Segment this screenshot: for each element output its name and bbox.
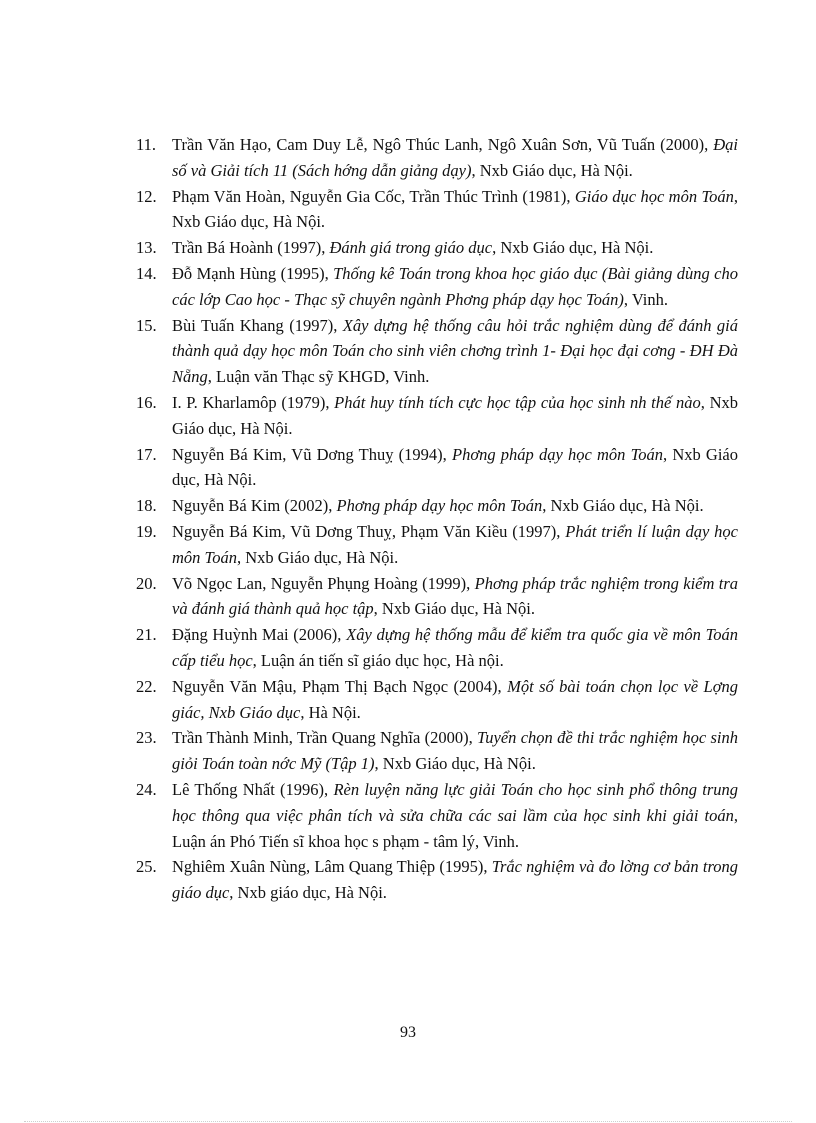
page-bottom-divider: [24, 1121, 792, 1122]
reference-publisher: , Luận án Phó Tiến sĩ khoa học s phạm - tâm lý, Vinh.: [172, 805, 738, 851]
reference-authors: Nghiêm Xuân Nùng, Lâm Quang Thiệp (1995),: [172, 857, 492, 877]
reference-number: 11.: [136, 135, 157, 154]
reference-title: Phơng pháp trắc nghiệm trong kiểm tra và đánh giá thành quả học tập: [172, 573, 738, 619]
reference-title: Trắc nghiệm và đo lờng cơ bản trong giáo dục: [172, 857, 738, 903]
reference-authors: Trần Bá Hoành (1997),: [172, 238, 330, 258]
reference-item: [136, 261, 738, 313]
reference-number: 15.: [136, 315, 157, 335]
reference-authors: Lê Thống Nhất (1996),: [172, 779, 334, 799]
reference-title: Phát triển lí luận dạy học môn Toán: [172, 521, 738, 567]
reference-publisher: , Hà Nội.: [300, 702, 361, 722]
reference-publisher: , Luận văn Thạc sỹ KHGD, Vinh.: [207, 367, 430, 387]
reference-list: [136, 132, 738, 906]
reference-item: [136, 725, 738, 777]
reference-number: 20.: [136, 573, 157, 593]
reference-publisher: , Nxb Giáo dục, Hà Nội.: [471, 160, 633, 180]
reference-item: [136, 519, 738, 571]
reference-title: Thống kê Toán trong khoa học giáo dục (Bài giảng dùng cho các lớp Cao học - Thạc sỹ chuyên ngành Phơng pháp dạy học Toán): [172, 263, 738, 309]
reference-item: [136, 674, 738, 726]
reference-publisher: , Nxb Giáo dục, Hà Nội.: [236, 547, 399, 567]
reference-title: Xây dựng hệ thống mẫu để kiểm tra quốc gia về môn Toán cấp tiểu học: [172, 625, 738, 670]
reference-item: [136, 390, 738, 442]
reference-authors: Trần Văn Hạo, Cam Duy Lễ, Ngô Thúc Lanh, Ngô Xuân Sơn, Vũ Tuấn (2000),: [172, 135, 714, 154]
reference-number: 21.: [136, 625, 157, 645]
reference-authors: Nguyễn Bá Kim, Vũ Dơng Thuỵ, Phạm Văn Kiều (1997),: [172, 521, 566, 541]
reference-number: 18.: [136, 496, 157, 516]
reference-publisher: , Nxb Giáo dục, Hà Nội.: [542, 496, 704, 516]
reference-publisher: , Nxb Giáo dục, Hà Nội.: [172, 392, 738, 438]
reference-authors: Đặng Huỳnh Mai (2006),: [172, 625, 347, 645]
reference-number: 14.: [136, 263, 157, 283]
reference-authors: Trần Thành Minh, Trần Quang Nghĩa (2000),: [172, 728, 478, 748]
reference-publisher: , Nxb Giáo dục, Hà Nội.: [492, 238, 654, 258]
reference-authors: Võ Ngọc Lan, Nguyễn Phụng Hoàng (1999),: [172, 573, 475, 593]
reference-title: Đại số và Giải tích 11 (Sách hớng dẫn giảng dạy): [172, 135, 738, 180]
reference-authors: Nguyễn Bá Kim, Vũ Dơng Thuỵ (1994),: [172, 444, 452, 464]
reference-title: Một số bài toán chọn lọc về Lợng giác, Nxb Giáo dục: [172, 676, 739, 722]
reference-authors: Đỗ Mạnh Hùng (1995),: [172, 263, 334, 283]
reference-publisher: , Nxb giáo dục, Hà Nội.: [229, 883, 387, 903]
reference-item: [136, 184, 738, 236]
reference-number: 24.: [136, 779, 157, 799]
reference-number: 13.: [136, 238, 157, 258]
reference-item: [136, 132, 738, 184]
reference-authors: Nguyễn Bá Kim (2002),: [172, 496, 337, 516]
reference-title: Giáo dục học môn Toán: [574, 186, 734, 206]
reference-number: 16.: [136, 392, 157, 412]
reference-number: 23.: [136, 728, 157, 748]
reference-title: Tuyển chọn đề thi trắc nghiệm học sinh giỏi Toán toàn nớc Mỹ (Tập 1): [172, 728, 738, 774]
page-number: 93: [400, 1024, 416, 1041]
reference-authors: Bùi Tuấn Khang (1997),: [172, 315, 343, 335]
reference-item: [136, 622, 738, 674]
reference-number: 19.: [136, 521, 157, 541]
reference-number: 22.: [136, 676, 157, 696]
reference-publisher: , Nxb Giáo dục, Hà Nội.: [373, 599, 535, 619]
reference-publisher: , Nxb Giáo dục, Hà Nội.: [374, 754, 536, 774]
reference-authors: I. P. Kharlamôp (1979),: [172, 392, 335, 412]
reference-item: [136, 854, 738, 906]
reference-item: [136, 493, 738, 519]
reference-item: [136, 777, 738, 854]
reference-publisher: , Vinh.: [623, 289, 668, 309]
reference-item: [136, 313, 738, 390]
reference-publisher: , Nxb Giáo dục, Hà Nội.: [172, 444, 738, 490]
reference-item: [136, 571, 738, 623]
reference-title: Rèn luyện năng lực giải Toán cho học sinh phổ thông trung học thông qua việc phân tích và sửa chữa các sai lầm của học sinh khi giải toán: [172, 779, 738, 825]
reference-number: 25.: [136, 857, 157, 877]
reference-authors: Phạm Văn Hoàn, Nguyễn Gia Cốc, Trần Thúc Trình (1981),: [172, 186, 575, 206]
reference-item: [136, 442, 738, 494]
reference-authors: Nguyễn Văn Mậu, Phạm Thị Bạch Ngọc (2004),: [172, 676, 508, 696]
reference-number: 12.: [136, 186, 157, 206]
reference-title: Xây dựng hệ thống câu hỏi trắc nghiệm dùng để đánh giá thành quả dạy học môn Toán cho sinh viên chơng trình 1- Đại học đại cơng - ĐH Đà Nẵng: [172, 315, 739, 387]
reference-publisher: , Nxb Giáo dục, Hà Nội.: [172, 186, 738, 232]
reference-title: Phơng pháp dạy học môn Toán: [451, 444, 664, 464]
reference-publisher: , Luận án tiến sĩ giáo dục học, Hà nội.: [252, 650, 504, 670]
reference-title: Phát huy tính tích cực học tập của học sinh nh thế nào: [334, 392, 701, 412]
reference-title: Phơng pháp dạy học môn Toán: [336, 496, 543, 516]
reference-number: 17.: [136, 444, 157, 464]
reference-title: Đánh giá trong giáo dục: [329, 238, 493, 258]
reference-item: [136, 235, 738, 261]
